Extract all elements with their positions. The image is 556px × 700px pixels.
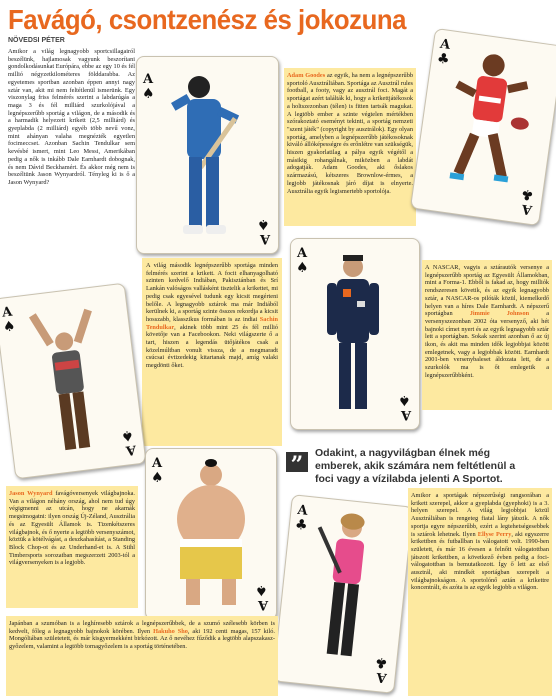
hakuho-text	[9, 620, 275, 694]
card-rank: A	[297, 246, 308, 261]
lumberjack-figure	[0, 284, 145, 479]
adam-goodes-text	[287, 72, 413, 224]
adam-goodes-paragraph: az egyik, ha nem a legnépszerűbb sportoló Ausztráliában. Sportága az Ausztrál rules football, a footy, vagy az ausztrál foci. Magát a sportágat azért találták ki, hogy a krikettjátékosok a holtszezonban (télen) is fitten tartsák magukat. A legtöbb ember a szinte végtelen mértékben szórakoztató eseményt tekinti, a sportág nemzeti "szent játék" (copyright by ausztrálok). Egy olyan sportág, amelyben a legnépszerűbb játékosoknak kiváló állóképességre és erőnlétre van szükségük, hiszen gyakorlatilag a pálya egyik végétől a másikig rohangálnak, miközben a labdát adogatják. Adam Goodes, aki őslakos származású, kétszeres Brownlow-érmes, a legjobb játékosnak járó díjat is elnyerte. Ausztrália egyik legismertebb sportolója.	[287, 72, 413, 195]
hakuho-paragraph-a: Japánban a szumóban is a leghíresebb sztárok a legnépszerűbbek, de a szumó szélesebb körben is kedvelt, főleg a legnagyobb bajnokok körében. Ilyen	[9, 620, 275, 635]
article-title: Favágó, csontzenész és jokozuna	[8, 4, 407, 35]
spade-icon: ♠	[255, 582, 268, 598]
wynyard-name: Jason Wynyard	[9, 490, 53, 497]
card-johnson	[290, 238, 420, 430]
spade-icon: ♠	[142, 86, 155, 102]
card-goodes	[410, 28, 556, 226]
spade-icon: ♠	[2, 318, 17, 336]
perry-paragraph-a: Amikor a sportágak népszerűségi rangsorában a krikett szerepel, akkor a gyeplabda (gyephoki) is a 3. helyen szerepel. A világ legjobbjai közül Ausztráliában is rengeteg fiatal lány játszik. A nők sportja egyre népszerűbb, ezért a legtehetségesebbek is sztárok lehetnek. Ilyen	[411, 492, 549, 538]
card-hakuho	[145, 448, 277, 620]
intro-paragraph: Amikor a világ legnagyobb sportcsillagairól beszélünk, hajlamosak vagyunk beszorítani gondolkodásunkat Európára, ebbe az egy 10 és fél millió négyzetkilométeres földdarabba. Az egyetemes sportban azonban éppen annyi nagy sztár van, akit mi nem feltétlenül ismerünk. Egy viszonylag friss felmérés szerint a labdarúgás a maga 3 és fél milliárd szurkolójával a legnépszerűbb sportág a világon, de a második és a harmadik helyezett krikett (2,5 milliárd) és gyeplabda (2 milliárd) egyéb több nevű vonz, mint ahányan valaha megnézték egyetlen focimeccset. Azonban Sachin Tendulkar sem kevésbé ismert, mint Leo Messi, Amerikában pedig a nők is inkább Dale Earnhardt dobognak, és nem Dávid Beckhamért. És akkor még nem is beszéltünk Jason Wynyardról. Tényleg ki is ő a Jason Wynyard?	[8, 48, 135, 186]
club-icon: ♣	[435, 50, 451, 69]
pull-quote: Odakint, a nagyvilágban élnek még emberek, akik számára nem feltétlenül a foci vagy a vízilabda jelenti A Sportot.	[315, 447, 516, 485]
card-rank: A	[143, 72, 154, 87]
footballer-figure	[411, 29, 556, 225]
spade-icon: ♠	[398, 392, 411, 408]
johnson-name: Jimmie Johnson	[469, 310, 530, 318]
perry-text	[411, 492, 549, 694]
wynyard-text	[9, 490, 135, 606]
adam-goodes-name: Adam Goodes	[287, 72, 326, 79]
card-rank: A	[124, 441, 137, 458]
spade-icon: ♠	[120, 426, 135, 445]
card-rank: A	[439, 36, 452, 53]
tendulkar-paragraph-a: A világ második legnépszerűbb sportága minden felmérés szerint a krikett. A focit elhanyagolható szinten kedvelő Indiában, Pakisztánban és Srí Lankán valóságos vallásként tisztelik a krikettet, mi pedig csak egyesével tudunk egy kicsit megérteni belőle. A legnagyobb sztárok ma már Indiából kerülnek ki, a sportág szinte összes rekordja a kicsit hosszabb, klasszikus formában is az indiai	[146, 262, 278, 323]
byline: NÖVEDSI PÉTER	[8, 37, 65, 44]
nascar-paragraph-b: a versenyszezonban 2002 óta versenyző, aki hét bajnoki címet nyert és az egyik legnagyobb sztár lett a sportágban. Sokak szerint azonban ő az új ikon, és akit ma minden idők legjobbjai között emlegetnek, vagy a legjobbak között. Earnhardt 2001-ben versenybaleset áldozata lett, de a szurkolók ma is őt emlegetik a legnépszerűbbként.	[425, 310, 549, 379]
tendulkar-paragraph-b: , akinek több mint 25 és fél millió követője van a Facebookon. Neki világszerte ő a tart, hiszen a legendás ütőjátékos csak a közelmúltban vonult vissza, de a megmaradt csúcsai évtizedekig kitartanak majd, amíg valaki megdönti őket.	[146, 323, 278, 370]
card-rank: A	[1, 304, 14, 321]
wynyard-paragraph: favágóversenyek világbajnoka. Van a világon néhány ország, ahol nem tud úgy végigmenni az utcán, hogy ne akarnák megsimogatni: ilyen ország Új-Zéland, Ausztrália és az Egyesült Államok is. Tizenkétszeres világbajnok, és ő nyerte a legtöbb versenyszámot, köztük a kötélvágást, a deszkahasítást, a Standing Block Chop-ot és az Underhand-et is. A Stihl Timbersports sorozatban megszerzett 2003-tól a világversenyeken is a legjobb.	[9, 490, 135, 567]
perry-name: Ellyse Perry	[477, 530, 512, 538]
card-rank: A	[257, 597, 268, 612]
hakuho-paragraph-b: , aki 192 centi magas, 157 kiló. Mongóliában születetett, és már kisgyermekként birkózott. Az ő nevéhez fűződik a legtöbb alapszakasz-győzelem, valamint a legtöbb tornagyőzelem is a sportág történetében.	[9, 627, 275, 651]
tendulkar-name: Sachin Tendulkar	[146, 315, 278, 331]
club-icon: ♣	[294, 516, 309, 534]
card-rank: A	[296, 502, 309, 519]
spade-icon: ♠	[296, 260, 309, 276]
driver-figure	[291, 239, 419, 429]
card-rank: A	[375, 668, 388, 685]
card-rank: A	[259, 231, 270, 246]
quote-icon: ”	[286, 452, 308, 472]
tendulkar-text	[146, 262, 278, 444]
club-icon: ♣	[374, 653, 389, 672]
perry-paragraph-b: , aki egyszerre krikettben és futballban is válogatott volt. 1990-ben született, és már 16 évesen a felnőtt válogatottban játszott krikettben, a következő évben pedig a foci-válogatottban is bemutatkozott. Így ő lett az első ausztrál, aki mindkét sportágban szerepelt a világbajnokságon. A sportolónő aztán a krikettre koncentrált, és azóta is az egyik legjobb a világon.	[411, 530, 549, 592]
card-tendulkar	[136, 56, 279, 254]
card-rank: A	[152, 456, 163, 471]
cricketer-figure	[137, 57, 278, 253]
intro-text	[8, 48, 135, 248]
spade-icon: ♠	[151, 470, 164, 486]
spade-icon: ♠	[257, 216, 270, 232]
sumo-figure	[146, 449, 276, 619]
nascar-text	[425, 264, 549, 408]
nascar-paragraph-a: A NASCAR, vagyis a sztárautók versenye a legnépszerűbb sportág az Egyesült Államokban, mint a Forma-1. Ebből is fakad az, hogy milliók rendszeresen követik, és az egyik legnagyobb sztár, a NASCAR-os pilóták közül, kiemelkedő helyen van a híres Dale Earnhardt. A népszerű sportágban	[425, 264, 549, 318]
card-rank: A	[520, 200, 533, 217]
card-wynyard	[0, 283, 147, 480]
hockey-player-figure	[274, 495, 413, 693]
club-icon: ♣	[520, 185, 536, 204]
card-rank: A	[400, 407, 411, 422]
hakuho-name: Hakuho Sho	[153, 627, 188, 635]
card-perry	[273, 494, 414, 694]
